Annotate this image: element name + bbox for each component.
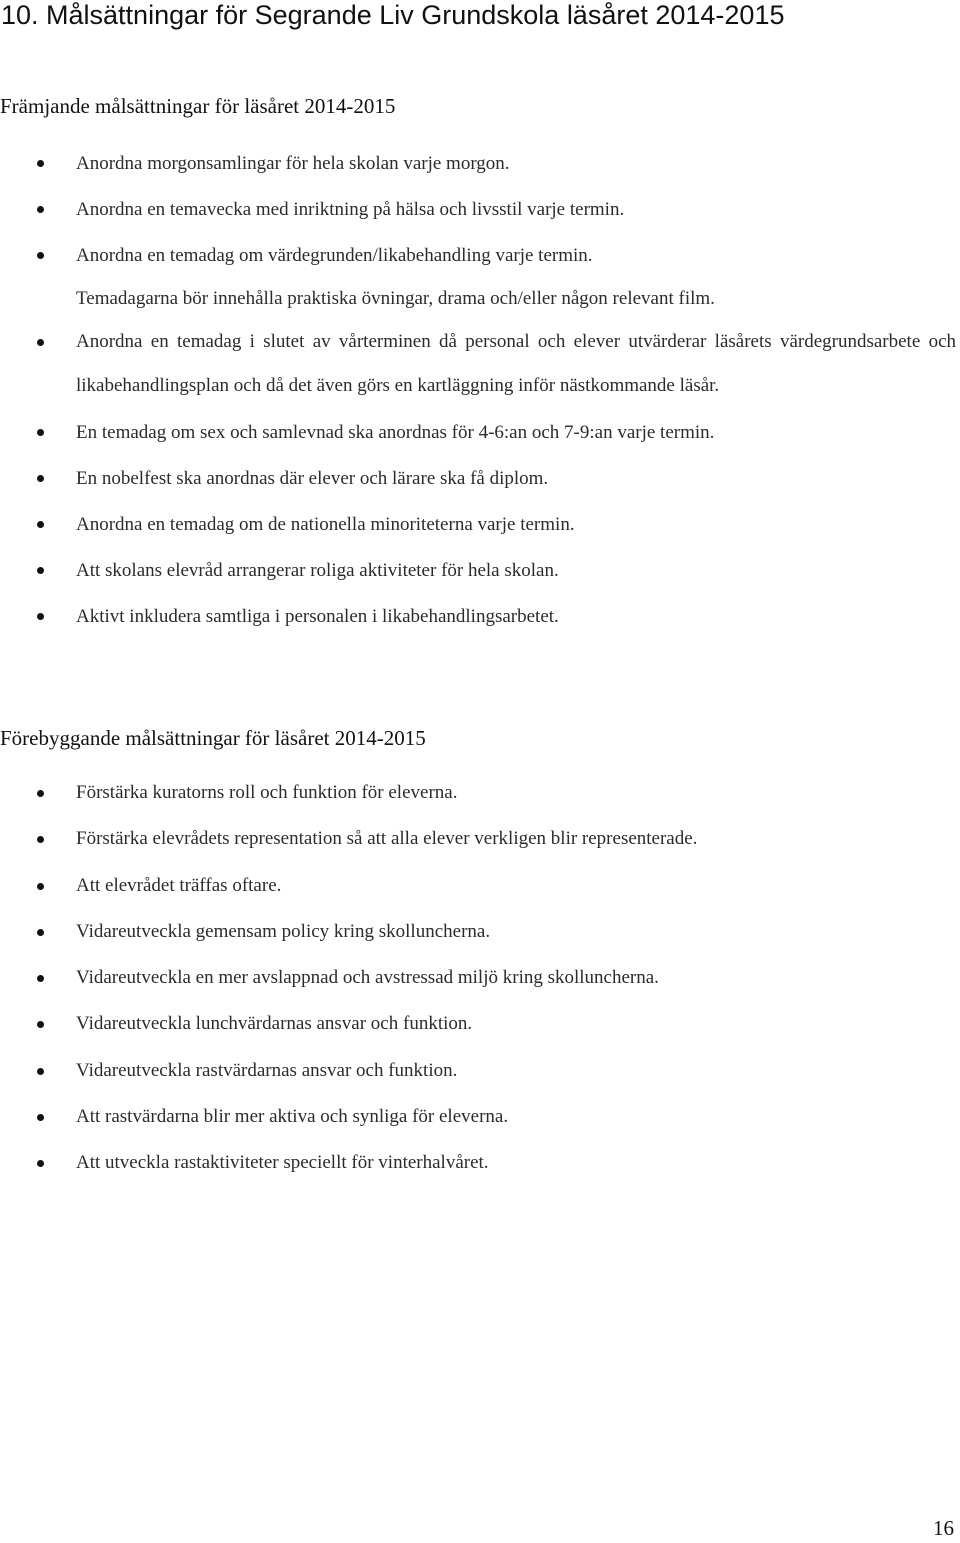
section-heading-preventive: Förebyggande målsättningar för läsåret 2014-2015 bbox=[0, 726, 426, 750]
list-item bbox=[0, 955, 960, 1001]
list-item-text: Att rastvärdarna blir mer aktiva och synliga för eleverna. bbox=[76, 1106, 509, 1128]
list-item-text: Förstärka kuratorns roll och funktion för eleverna. bbox=[76, 782, 458, 803]
list-item bbox=[0, 457, 960, 500]
list-item-text: Anordna en temadag i slutet av vårterminen då personal och elever utvärderar läsårets värdegrundsarbete och likabehandlingsplan och då det även görs en kartläggning inför nästkommande läsår. bbox=[76, 331, 956, 396]
bullet-icon bbox=[37, 613, 44, 620]
list-item-text: Förstärka elevrådets representation så att alla elever verkligen blir representerade. bbox=[76, 828, 698, 850]
list-item bbox=[0, 770, 960, 816]
list-item bbox=[0, 863, 960, 909]
list-item bbox=[0, 1048, 960, 1094]
bullet-icon bbox=[37, 252, 44, 259]
bullet-icon bbox=[37, 475, 44, 482]
list-item-text: Vidareutveckla lunchvärdarnas ansvar och funktion. bbox=[76, 1013, 473, 1035]
list-item bbox=[0, 503, 960, 546]
list-item-continuation-text: Temadagarna bör innehålla praktiska övningar, drama och/eller någon relevant film. bbox=[76, 288, 715, 309]
promoting-goals-list bbox=[0, 142, 960, 641]
list-item-text: Vidareutveckla rastvärdarnas ansvar och funktion. bbox=[76, 1059, 458, 1081]
bullet-icon bbox=[37, 339, 44, 346]
list-item-text: Anordna morgonsamlingar för hela skolan varje morgon. bbox=[76, 153, 510, 174]
bullet-icon bbox=[37, 160, 44, 167]
bullet-icon bbox=[37, 567, 44, 574]
list-item-text: En temadag om sex och samlevnad ska anordnas för 4-6:an och 7-9:an varje termin. bbox=[76, 422, 715, 443]
bullet-icon bbox=[37, 790, 44, 797]
list-item-text: Att elevrådet träffas oftare. bbox=[76, 874, 282, 896]
list-item-text: Vidareutveckla en mer avslappnad och avstressad miljö kring skolluncherna. bbox=[76, 967, 659, 989]
list-item-text: En nobelfest ska anordnas där elever och lärare ska få diplom. bbox=[76, 468, 549, 489]
list-item bbox=[0, 1094, 960, 1140]
list-item-text: Vidareutveckla gemensam policy kring skolluncherna. bbox=[76, 920, 491, 942]
page-number: 16 bbox=[933, 1516, 954, 1540]
list-item-text: Anordna en temadag om de nationella minoriteterna varje termin. bbox=[76, 514, 575, 535]
bullet-icon bbox=[37, 883, 44, 890]
list-item bbox=[0, 816, 960, 862]
bullet-icon bbox=[37, 975, 44, 982]
list-item bbox=[0, 234, 960, 320]
bullet-icon bbox=[37, 206, 44, 213]
list-item-text: Anordna en temadag om värdegrunden/likabehandling varje termin. bbox=[76, 245, 593, 266]
bullet-icon bbox=[37, 429, 44, 436]
list-item bbox=[0, 188, 960, 231]
list-item-text: Att skolans elevråd arrangerar roliga aktiviteter för hela skolan. bbox=[76, 560, 559, 581]
list-item bbox=[0, 142, 960, 185]
bullet-icon bbox=[37, 1068, 44, 1075]
list-item bbox=[0, 1001, 960, 1047]
document-title: 10. Målsättningar för Segrande Liv Grundskola läsåret 2014-2015 bbox=[1, 0, 785, 30]
list-item-text: Aktivt inkludera samtliga i personalen i likabehandlingsarbetet. bbox=[76, 606, 559, 627]
list-item bbox=[0, 1140, 960, 1186]
preventive-goals-list bbox=[0, 770, 960, 1187]
bullet-icon bbox=[37, 1160, 44, 1167]
bullet-icon bbox=[37, 1114, 44, 1121]
section-heading-promoting: Främjande målsättningar för läsåret 2014-2015 bbox=[0, 94, 396, 118]
list-item bbox=[0, 595, 960, 638]
list-item bbox=[0, 320, 960, 408]
list-item bbox=[0, 909, 960, 955]
list-item bbox=[0, 549, 960, 592]
bullet-icon bbox=[37, 929, 44, 936]
list-item-text: Anordna en temavecka med inriktning på hälsa och livsstil varje termin. bbox=[76, 199, 625, 220]
bullet-icon bbox=[37, 836, 44, 843]
bullet-icon bbox=[37, 1021, 44, 1028]
list-item-text: Att utveckla rastaktiviteter speciellt för vinterhalvåret. bbox=[76, 1152, 489, 1174]
bullet-icon bbox=[37, 521, 44, 528]
list-item bbox=[0, 411, 960, 454]
